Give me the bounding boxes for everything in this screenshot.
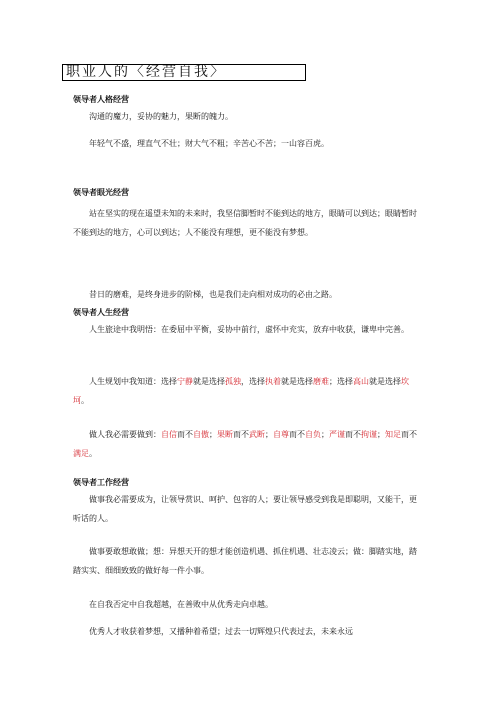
- document-title: 职业人的〈经营自我〉: [62, 64, 306, 81]
- paragraph: [73, 425, 423, 463]
- highlighted-text: 武断: [249, 430, 265, 439]
- highlighted-text: 孤独: [225, 377, 241, 386]
- text-run: 做人我必需要做到：: [89, 430, 161, 439]
- highlighted-text: 自尊: [273, 430, 289, 439]
- paragraph: [73, 595, 423, 614]
- paragraph: [73, 107, 423, 126]
- highlighted-text: 自傲: [193, 430, 209, 439]
- text-run: 就是选择: [281, 377, 313, 386]
- text-run: 做事要敢想敢做；想：异想天开的想才能创造机遇、抓住机遇、壮志凌云；做：脚踏实地，踏踏实实、细细致致的做好每一件小事。: [73, 547, 417, 575]
- paragraph: [73, 622, 423, 641]
- text-run: 而不: [345, 430, 361, 439]
- text-run: 。: [81, 396, 89, 405]
- text-run: 年轻气不盛，理直气不壮；财大气不粗；辛苦心不苦；一山容百虎。: [89, 139, 329, 148]
- highlighted-text: 坎坷: [73, 377, 409, 405]
- highlighted-text: 自负: [305, 430, 321, 439]
- text-run: 而不: [233, 430, 249, 439]
- paragraph: [73, 285, 423, 304]
- highlighted-text: 知足: [385, 430, 401, 439]
- highlighted-text: 果断: [217, 430, 233, 439]
- paragraph: [73, 490, 423, 528]
- text-run: ；选择: [329, 377, 353, 386]
- text-run: ，选择: [241, 377, 265, 386]
- text-run: 而不: [401, 430, 417, 439]
- text-run: 就是选择: [369, 377, 401, 386]
- highlighted-text: 满足: [73, 449, 89, 458]
- text-run: 而不: [177, 430, 193, 439]
- highlighted-text: 拘谨: [361, 430, 377, 439]
- paragraph: [73, 542, 423, 580]
- text-run: 站在坚实的现在遥望未知的未来时，我坚信脚暂时不能到达的地方，眼睛可以到达；眼睛暂时不能到达的地方，心可以到达；人不能没有理想，更不能没有梦想。: [73, 209, 417, 237]
- text-run: 在自我否定中自我超越，在善败中从优秀走向卓越。: [89, 600, 273, 609]
- text-run: ；: [209, 430, 217, 439]
- paragraph: [73, 320, 423, 339]
- paragraph: [73, 134, 423, 153]
- paragraph: [73, 204, 423, 242]
- highlighted-text: 自信: [161, 430, 177, 439]
- paragraph: [73, 372, 423, 410]
- section-heading-personality: 领导者人格经营: [73, 95, 129, 104]
- highlighted-text: 宁静: [177, 377, 193, 386]
- text-run: 而不: [289, 430, 305, 439]
- text-run: 人生旅途中我明悟：在委屈中平衡，妥协中前行，虚怀中充实，放弃中收获，谦卑中完善。: [89, 325, 409, 334]
- text-run: 沟通的魔力，妥协的魅力，果断的魄力。: [89, 112, 233, 121]
- highlighted-text: 磨难: [313, 377, 329, 386]
- text-run: 。: [89, 449, 97, 458]
- section-heading-life: 领导者人生经营: [73, 308, 129, 317]
- highlighted-text: 高山: [353, 377, 369, 386]
- text-run: 人生规划中我知道：选择: [89, 377, 177, 386]
- section-heading-work: 领导者工作经营: [73, 478, 129, 487]
- highlighted-text: 执着: [265, 377, 281, 386]
- text-run: ；: [377, 430, 385, 439]
- text-run: ；: [321, 430, 329, 439]
- text-run: 就是选择: [193, 377, 225, 386]
- text-run: 优秀人才收获着梦想，又播种着希望；过去一切辉煌只代表过去，未来永远: [89, 627, 353, 636]
- text-run: ；: [265, 430, 273, 439]
- text-run: 做事我必需要成为，让领导赏识、呵护、包容的人；要让领导感受到我是即聪明，又能干，更听话的人。: [73, 495, 417, 523]
- highlighted-text: 严谨: [329, 430, 345, 439]
- section-heading-vision: 领导者眼光经营: [73, 188, 129, 197]
- text-run: 昔日的磨难，是终身进步的阶梯，也是我们走向相对成功的必由之路。: [89, 290, 337, 299]
